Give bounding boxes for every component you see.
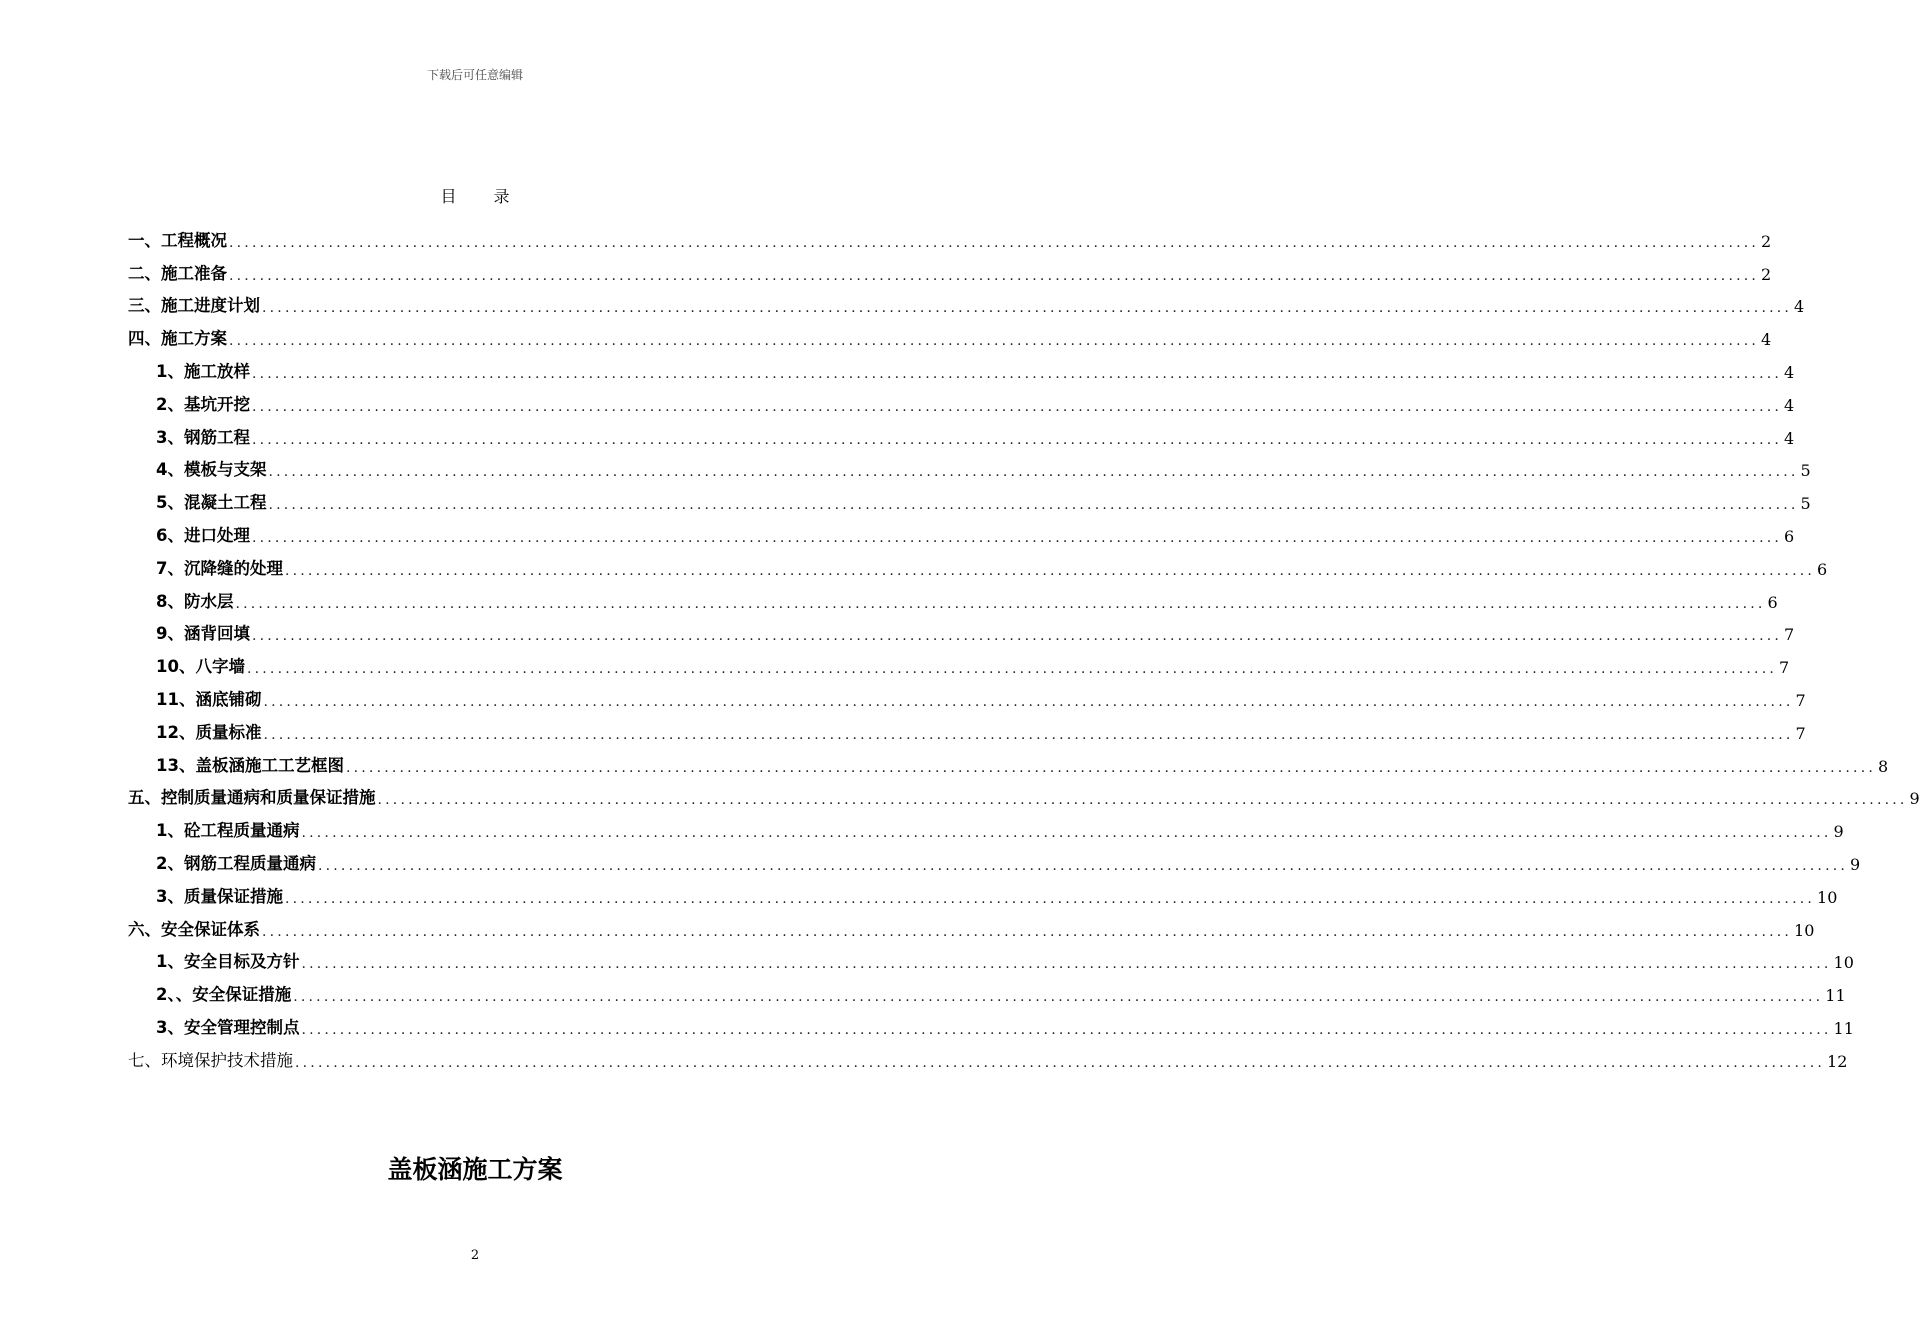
- toc-entry[interactable]: [128, 808, 1844, 842]
- toc-entry-page: 4: [1784, 428, 1795, 448]
- toc-entry[interactable]: [128, 874, 1838, 907]
- toc-entry-label: 12、质量标准: [156, 722, 262, 742]
- toc-entry[interactable]: [128, 382, 1795, 415]
- toc-entry-page: 10: [1833, 953, 1854, 973]
- toc-dot-leader: ........................................................................................................................................................................................................: [246, 661, 1778, 678]
- toc-entry-page: 9: [1850, 854, 1861, 874]
- toc-dot-leader: ........................................................................................................................................................................................................: [262, 300, 1793, 317]
- toc-entry-page: 10: [1817, 887, 1838, 907]
- toc-entry-page: 11: [1825, 986, 1846, 1006]
- toc-entry-label: 9、涵背回填: [156, 624, 250, 644]
- toc-entry-page: 11: [1833, 1018, 1854, 1038]
- toc-entry-page: 10: [1794, 920, 1815, 940]
- toc-entry-label: 二、施工准备: [128, 263, 227, 283]
- toc-dot-leader: ........................................................................................................................................................................................................: [301, 825, 1832, 842]
- toc-entry-label: 8、防水层: [156, 591, 234, 611]
- toc-entry-label: 3、钢筋工程: [156, 427, 250, 447]
- toc-dot-leader: ........................................................................................................................................................................................................: [229, 333, 1760, 350]
- toc-entry-page: 9: [1909, 789, 1920, 809]
- toc-entry-page: 9: [1833, 822, 1844, 842]
- toc-entry-page: 6: [1784, 526, 1795, 546]
- toc-dot-leader: ........................................................................................................................................................................................................: [377, 792, 1908, 809]
- toc-dot-leader: ........................................................................................................................................................................................................: [262, 923, 1793, 940]
- toc-entry[interactable]: [128, 415, 1795, 448]
- document-title: 盖板涵施工方案: [387, 1155, 563, 1184]
- toc-entry-page: 5: [1800, 494, 1811, 514]
- toc-entry-label: 1、砼工程质量通病: [156, 821, 300, 841]
- toc-entry[interactable]: [128, 1005, 1854, 1038]
- toc-entry-page: 7: [1784, 625, 1795, 645]
- toc-entry[interactable]: [128, 743, 1889, 776]
- toc-entry-label: 1、施工放样: [156, 361, 250, 381]
- toc-dot-leader: ........................................................................................................................................................................................................: [301, 956, 1832, 973]
- toc-entry-page: 7: [1795, 723, 1806, 743]
- toc-dot-leader: ........................................................................................................................................................................................................: [251, 431, 1783, 448]
- toc-entry[interactable]: [128, 579, 1778, 612]
- toc-entry[interactable]: [128, 218, 1772, 251]
- toc-entry-page: 12: [1827, 1051, 1848, 1071]
- toc-entry-label: 三、施工进度计划: [128, 296, 260, 316]
- toc-entry-page: 5: [1800, 461, 1811, 481]
- toc-entry-page: 2: [1761, 264, 1772, 284]
- toc-entry-label: 7、沉降缝的处理: [156, 558, 283, 578]
- toc-entry-label: 2、钢筋工程质量通病: [156, 853, 316, 873]
- toc-dot-leader: ........................................................................................................................................................................................................: [301, 1021, 1832, 1038]
- toc-entry-label: 11、涵底铺砌: [156, 689, 262, 709]
- toc-entry-label: 4、模板与支架: [156, 460, 267, 480]
- toc-entry-page: 4: [1784, 395, 1795, 415]
- toc-entry-label: 5、混凝土工程: [156, 493, 267, 513]
- toc-entry-page: 2: [1761, 231, 1772, 251]
- toc-entry[interactable]: [128, 907, 1815, 940]
- toc-entry[interactable]: [128, 612, 1795, 645]
- page-header: 下载后可任意编辑: [426, 68, 523, 82]
- toc-entry-label: 一、工程概况: [128, 230, 227, 250]
- toc-dot-leader: ........................................................................................................................................................................................................: [317, 857, 1849, 874]
- toc-entry-label: 13、盖板涵施工工艺框图: [156, 755, 344, 775]
- toc-entry-page: 7: [1779, 658, 1790, 678]
- toc-entry-page: 4: [1784, 362, 1795, 382]
- toc-entry-label: 四、施工方案: [128, 329, 227, 349]
- toc-entry-label: 3、安全管理控制点: [156, 1017, 300, 1037]
- toc-dot-leader: ........................................................................................................................................................................................................: [263, 726, 1794, 743]
- toc-entry-page: 4: [1794, 297, 1805, 317]
- toc-dot-leader: ........................................................................................................................................................................................................: [251, 398, 1783, 415]
- toc-entry[interactable]: [128, 349, 1795, 382]
- toc-entry-label: 七、环境保护技术措施: [128, 1050, 293, 1070]
- toc-entry-label: 1、安全目标及方针: [156, 952, 300, 972]
- toc-title: 目 录: [440, 187, 526, 206]
- toc-dot-leader: ........................................................................................................................................................................................................: [295, 1054, 1826, 1071]
- toc-dot-leader: ........................................................................................................................................................................................................: [345, 759, 1877, 776]
- toc-entry-label: 10、八字墙: [156, 657, 245, 677]
- toc-entry[interactable]: [128, 316, 1772, 350]
- toc-dot-leader: ........................................................................................................................................................................................................: [284, 562, 1816, 579]
- toc-entry[interactable]: [128, 940, 1854, 973]
- toc-entry[interactable]: [128, 710, 1806, 743]
- toc-entry-label: 五、控制质量通病和质量保证措施: [128, 788, 376, 808]
- toc-entry[interactable]: [128, 677, 1806, 710]
- toc-entry-label: 2、、安全保证措施: [156, 985, 292, 1005]
- toc-entry[interactable]: [128, 972, 1846, 1006]
- toc-entry-page: 6: [1767, 592, 1778, 612]
- toc-entry[interactable]: [128, 251, 1772, 284]
- toc-entry[interactable]: [128, 776, 1920, 809]
- toc-dot-leader: ........................................................................................................................................................................................................: [293, 989, 1824, 1006]
- toc-entry-page: 8: [1878, 756, 1889, 776]
- toc-dot-leader: ........................................................................................................................................................................................................: [229, 234, 1760, 251]
- table-of-contents: [128, 218, 1920, 1071]
- toc-entry[interactable]: [128, 513, 1795, 546]
- toc-entry[interactable]: [128, 841, 1861, 874]
- toc-entry-label: 2、基坑开挖: [156, 394, 250, 414]
- toc-dot-leader: ........................................................................................................................................................................................................: [284, 890, 1816, 907]
- toc-entry[interactable]: [128, 448, 1811, 481]
- toc-entry-label: 3、质量保证措施: [156, 886, 283, 906]
- toc-dot-leader: ........................................................................................................................................................................................................: [263, 693, 1794, 710]
- toc-dot-leader: ........................................................................................................................................................................................................: [268, 497, 1799, 514]
- page-number: 2: [470, 1248, 480, 1263]
- toc-entry[interactable]: [128, 546, 1828, 579]
- toc-dot-leader: ........................................................................................................................................................................................................: [235, 595, 1766, 612]
- toc-entry[interactable]: [128, 480, 1811, 514]
- toc-dot-leader: ........................................................................................................................................................................................................: [268, 464, 1799, 481]
- toc-dot-leader: ........................................................................................................................................................................................................: [229, 267, 1760, 284]
- toc-dot-leader: ........................................................................................................................................................................................................: [251, 529, 1783, 546]
- toc-entry[interactable]: [128, 644, 1790, 678]
- toc-entry[interactable]: [128, 1038, 1848, 1071]
- toc-entry[interactable]: [128, 284, 1805, 317]
- toc-entry-page: 6: [1817, 559, 1828, 579]
- toc-entry-page: 7: [1795, 690, 1806, 710]
- toc-dot-leader: ........................................................................................................................................................................................................: [251, 628, 1783, 645]
- toc-entry-label: 六、安全保证体系: [128, 919, 260, 939]
- toc-entry-page: 4: [1761, 330, 1772, 350]
- toc-dot-leader: ........................................................................................................................................................................................................: [251, 365, 1783, 382]
- toc-entry-label: 6、进口处理: [156, 525, 250, 545]
